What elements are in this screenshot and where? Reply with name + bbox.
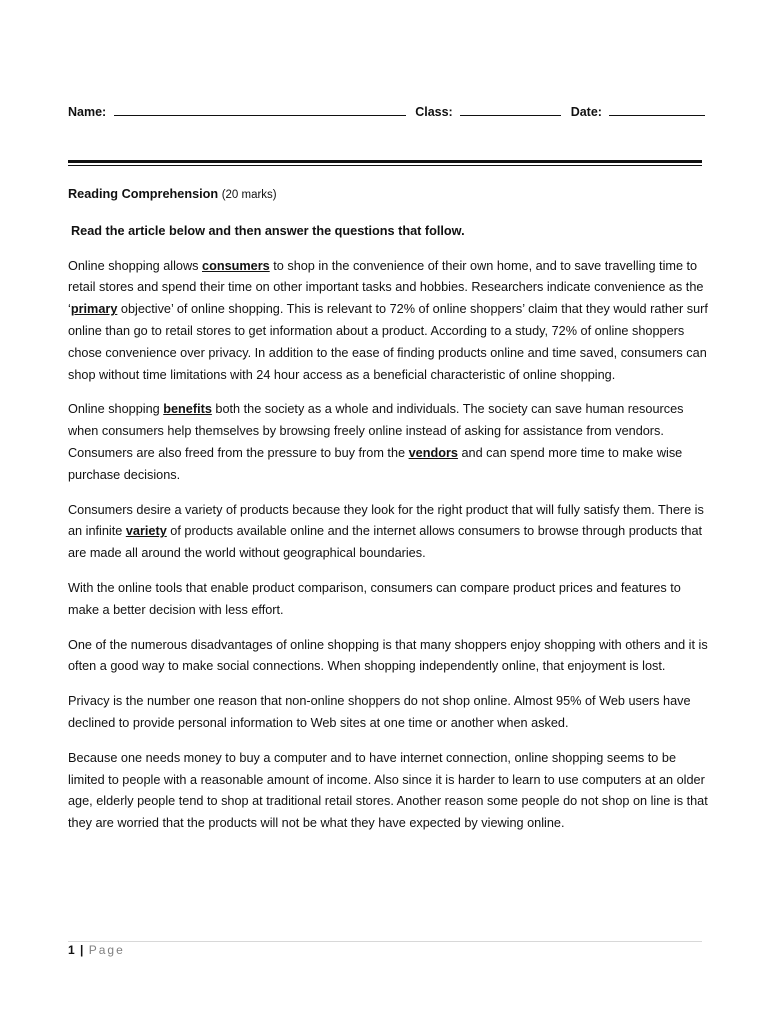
- paragraph-text: Online shopping: [68, 402, 164, 417]
- class-label: Class:: [415, 105, 453, 119]
- student-info-line: [68, 103, 708, 119]
- article-paragraph: [68, 578, 708, 622]
- date-label: Date:: [570, 105, 602, 119]
- page-separator: |: [80, 943, 84, 957]
- keyword: primary: [70, 302, 118, 317]
- instruction-text: Read the article below and then answer the questions that follow.: [71, 223, 465, 238]
- article-paragraph: [68, 256, 708, 387]
- paragraph-text: to shop in the convenience of their own home, and to save travelling time to retail stores and spend their time on other important tasks and hobbies. Researchers indicate convenience as the ‘: [68, 258, 704, 317]
- section-title: [68, 184, 708, 207]
- section-marks: (20 marks): [221, 189, 277, 201]
- class-blank: [460, 103, 561, 116]
- header-divider-thin: [68, 165, 702, 166]
- paragraph-text: objective’ of online shopping. This is relevant to 72% of online shoppers’ claim that they would rather surf online than go to retail stores to get information about a product. According to a study, 72% of online shoppers chose convenience over privacy. In addition to the ease of finding products online and time saved, consumers can shop without time limitations with 24 hour access as a beneficial characteristic of online shopping.: [68, 302, 708, 382]
- paragraph-text: With the online tools that enable product comparison, consumers can compare product prices and features to make a better decision with less effort.: [68, 580, 681, 617]
- section-title-text: Reading Comprehension: [68, 187, 219, 201]
- name-blank: [114, 103, 406, 116]
- keyword: variety: [125, 524, 167, 539]
- page-footer: [68, 943, 125, 957]
- keyword: consumers: [202, 258, 270, 273]
- paragraph-text: One of the numerous disadvantages of online shopping is that many shoppers enjoy shopping with others and it is often a good way to make social connections. When shopping independently online, that enjoyment is lost.: [68, 637, 708, 674]
- paragraph-text: Online shopping allows: [68, 258, 203, 273]
- article-paragraphs: [68, 256, 708, 835]
- keyword: vendors: [408, 445, 458, 460]
- paragraph-text: Privacy is the number one reason that non-online shoppers do not shop online. Almost 95% of Web users have declined to provide personal information to Web sites at one time or another when asked.: [68, 694, 691, 730]
- paragraph-text: both the society as a whole and individuals. The society can save human resources when consumers help themselves by browsing freely online instead of asking for assistance from vendors. Consumers are also freed from the pressure to buy from the: [68, 402, 684, 460]
- page-word: Page: [88, 943, 125, 957]
- article-paragraph: [68, 748, 708, 835]
- date-blank: [609, 103, 705, 116]
- name-label: Name:: [68, 105, 107, 119]
- article-paragraph: [68, 500, 708, 565]
- article-paragraph: [68, 691, 708, 735]
- page-number: 1: [68, 943, 75, 957]
- header-divider-thick: [68, 160, 702, 163]
- keyword: benefits: [163, 402, 212, 417]
- article-paragraph: [68, 399, 708, 486]
- article-content: [68, 184, 708, 848]
- footer-divider: [68, 941, 702, 942]
- article-paragraph: [68, 635, 708, 679]
- paragraph-text: Because one needs money to buy a computer and to have internet connection, online shopping seems to be limited to people with a reasonable amount of income. Also since it is harder to learn to use computers at an older age, elderly people tend to shop at traditional retail stores. Another reason some people do not shop on line is that they are worried that the products will not be what they have expected by viewing online.: [68, 750, 708, 831]
- paragraph-text: of products available online and the internet allows consumers to browse through products that are made all around the world without geographical boundaries.: [68, 524, 703, 561]
- paragraph-text: and can spend more time to make wise purchase decisions.: [68, 445, 683, 482]
- paragraph-text: Consumers desire a variety of products because they look for the right product that will fully satisfy them. There is an infinite: [68, 502, 704, 539]
